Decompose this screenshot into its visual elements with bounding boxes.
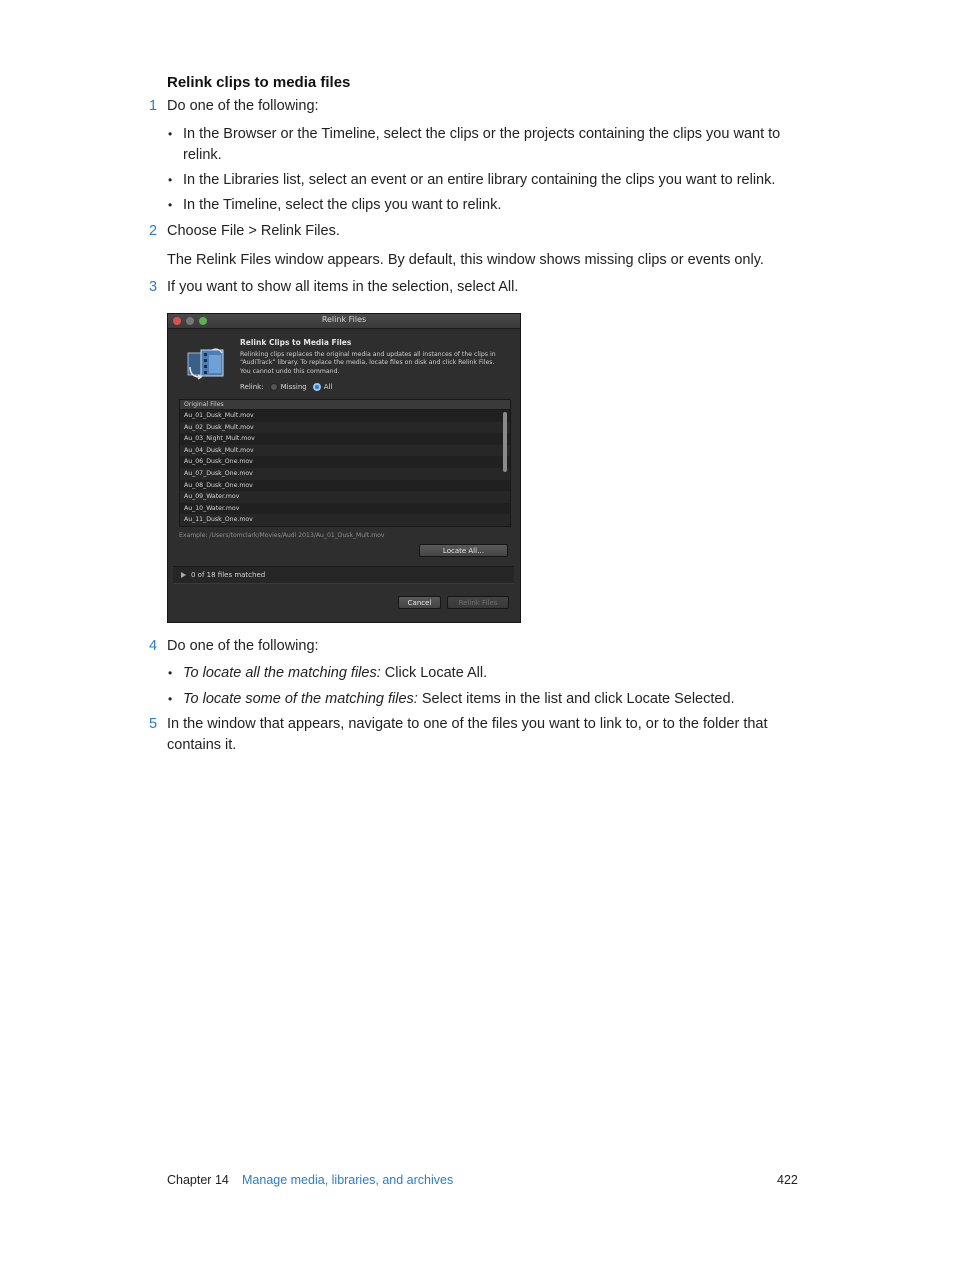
bullet-dot: • xyxy=(168,666,173,680)
bullet-item xyxy=(168,195,798,216)
relink-media-icon xyxy=(186,347,226,381)
footer-chapter-link[interactable]: Manage media, libraries, and archives xyxy=(242,1173,454,1187)
step-1 xyxy=(149,96,319,117)
bullet-dot: • xyxy=(168,127,173,141)
step-2 xyxy=(149,221,340,242)
step-text: Do one of the following: xyxy=(167,98,319,114)
cancel-button[interactable]: Cancel xyxy=(398,596,441,609)
bullet-text: Click Locate All. xyxy=(380,665,488,681)
list-item[interactable]: Au_10_Water.mov xyxy=(184,504,240,512)
bullet-item xyxy=(168,124,798,166)
step-3 xyxy=(149,277,519,298)
footer-chapter: Chapter 14 xyxy=(167,1173,229,1187)
example-path: Example: /Users/tomclark/Movies/Audi 2013/Au_01_Dusk_Mult.mov xyxy=(179,532,385,539)
step-number: 3 xyxy=(149,279,158,295)
list-item[interactable]: Au_07_Dusk_One.mov xyxy=(180,468,510,480)
list-item[interactable]: Au_11_Dusk_One.mov xyxy=(180,514,510,526)
missing-radio[interactable] xyxy=(270,383,278,391)
bullet-dot: • xyxy=(168,692,173,706)
step-number: 1 xyxy=(149,98,158,114)
window-titlebar xyxy=(168,314,520,329)
matched-files-disclosure[interactable] xyxy=(173,566,514,584)
list-item[interactable]: Au_02_Dusk_Mult.mov xyxy=(180,422,510,434)
all-label: All xyxy=(323,383,333,391)
bullet-dot: • xyxy=(168,173,173,187)
step-5 xyxy=(149,714,797,756)
bullet-dot: • xyxy=(168,198,173,212)
locate-all-button[interactable]: Locate All… xyxy=(419,544,508,557)
step-text: If you want to show all items in the selection, select All. xyxy=(167,279,519,295)
relink-option-row xyxy=(240,383,332,391)
step-number: 4 xyxy=(149,638,158,654)
relink-label: Relink: xyxy=(240,383,264,391)
list-item[interactable]: Au_04_Dusk_Mult.mov xyxy=(180,445,510,457)
relink-files-dialog xyxy=(167,313,521,623)
step-4 xyxy=(149,636,319,657)
list-item[interactable]: Au_01_Dusk_Mult.mov xyxy=(184,412,254,419)
bullet-lead: To locate some of the matching files: xyxy=(183,691,418,707)
dialog-title: Relink Clips to Media Files xyxy=(240,338,352,347)
bullet-item xyxy=(168,170,798,191)
step-text: In the window that appears, navigate to one of the files you want to link to, or to the folder that contains it. xyxy=(167,716,768,753)
disclosure-triangle-icon[interactable] xyxy=(181,572,186,578)
bullet-item xyxy=(168,689,798,710)
page-number: 422 xyxy=(777,1173,798,1187)
bullet-text: Select items in the list and click Locate Selected. xyxy=(417,691,735,707)
matched-count: 0 of 18 files matched xyxy=(191,571,266,579)
step-text: Choose File > Relink Files. xyxy=(167,223,340,239)
list-item[interactable]: Au_08_Dusk_One.mov xyxy=(184,481,253,489)
dialog-description: Relinking clips replaces the original media and updates all instances of the clips in “AudiTrack” library. To replace the media, locate files on disk and click Relink Files. You cannot undo this command. xyxy=(240,351,496,375)
bullet-text: In the Browser or the Timeline, select the clips or the projects containing the clips you want to relink. xyxy=(183,126,781,163)
bullet-text: In the Timeline, select the clips you want to relink. xyxy=(183,197,502,213)
list-column-header[interactable]: Original Files xyxy=(180,400,510,410)
step-number: 5 xyxy=(149,716,158,732)
window-title: Relink Files xyxy=(321,315,367,324)
relink-files-button[interactable]: Relink Files xyxy=(447,596,509,609)
all-radio[interactable] xyxy=(313,383,321,391)
step-text: Do one of the following: xyxy=(167,638,319,654)
bullet-lead: To locate all the matching files: xyxy=(183,665,381,681)
list-scrollbar[interactable] xyxy=(503,412,507,472)
list-item[interactable]: Au_06_Dusk_One.mov xyxy=(184,458,253,466)
bullet-item xyxy=(168,663,798,684)
list-item[interactable]: Au_09_Water.mov xyxy=(180,491,510,503)
list-item[interactable]: Au_03_Night_Mult.mov xyxy=(184,435,255,443)
step-2-paragraph: The Relink Files window appears. By default, this window shows missing clips or events only. xyxy=(167,252,764,268)
missing-label: Missing xyxy=(280,383,307,391)
original-files-list[interactable] xyxy=(179,399,511,527)
bullet-text: In the Libraries list, select an event or an entire library containing the clips you want to relink. xyxy=(183,172,776,188)
step-number: 2 xyxy=(149,223,158,239)
section-heading: Relink clips to media files xyxy=(167,74,351,91)
